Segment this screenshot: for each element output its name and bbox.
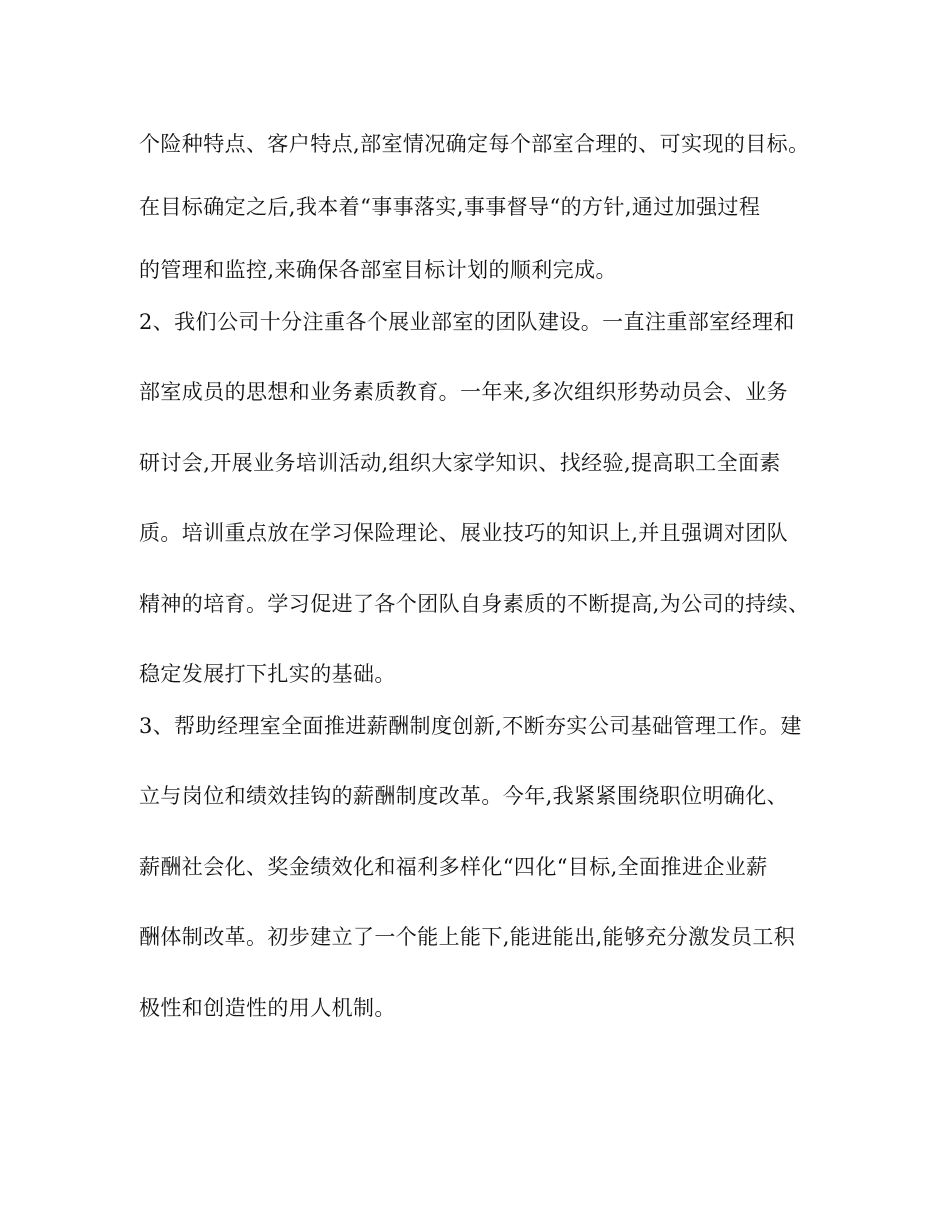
text-line: 质。培训重点放在学习保险理论、展业技巧的知识上,并且强调对团队 bbox=[139, 521, 789, 545]
text-line: 薪酬社会化、奖金绩效化和福利多样化“四化“目标,全面推进企业薪 bbox=[139, 854, 768, 879]
text-line: 稳定发展打下扎实的基础。 bbox=[139, 662, 396, 686]
text-line: 研讨会,开展业务培训活动,组织大家学知识、找经验,提高职工全面素 bbox=[139, 450, 781, 475]
text-line: 个险种特点、客户特点,部室情况确定每个部室合理的、可实现的目标。 bbox=[139, 132, 810, 156]
text-line: 酬体制改革。初步建立了一个能上能下,能进能出,能够充分激发员工积 bbox=[139, 925, 796, 949]
paragraph-3-start: 3、帮助经理室全面推进薪酬制度创新,不断夯实公司基础管理工作。建 bbox=[139, 713, 802, 738]
text-line: 部室成员的思想和业务素质教育。一年来,多次组织形势动员会、业务 bbox=[139, 380, 789, 404]
text-line: 立与岗位和绩效挂钩的薪酬制度改革。今年,我紧紧围绕职位明确化、 bbox=[139, 784, 789, 808]
paragraph-2-start: 2、我们公司十分注重各个展业部室的团队建设。一直注重部室经理和 bbox=[139, 309, 795, 334]
text-line: 的管理和监控,来确保各部室目标计划的顺利完成。 bbox=[139, 258, 617, 282]
document-body bbox=[139, 120, 829, 1032]
text-line: 在目标确定之后,我本着“事事落实,事事督导“的方针,通过加强过程 bbox=[139, 195, 761, 219]
text-line: 精神的培育。学习促进了各个团队自身素质的不断提高,为公司的持续、 bbox=[139, 591, 810, 616]
text-line: 极性和创造性的用人机制。 bbox=[139, 995, 396, 1020]
